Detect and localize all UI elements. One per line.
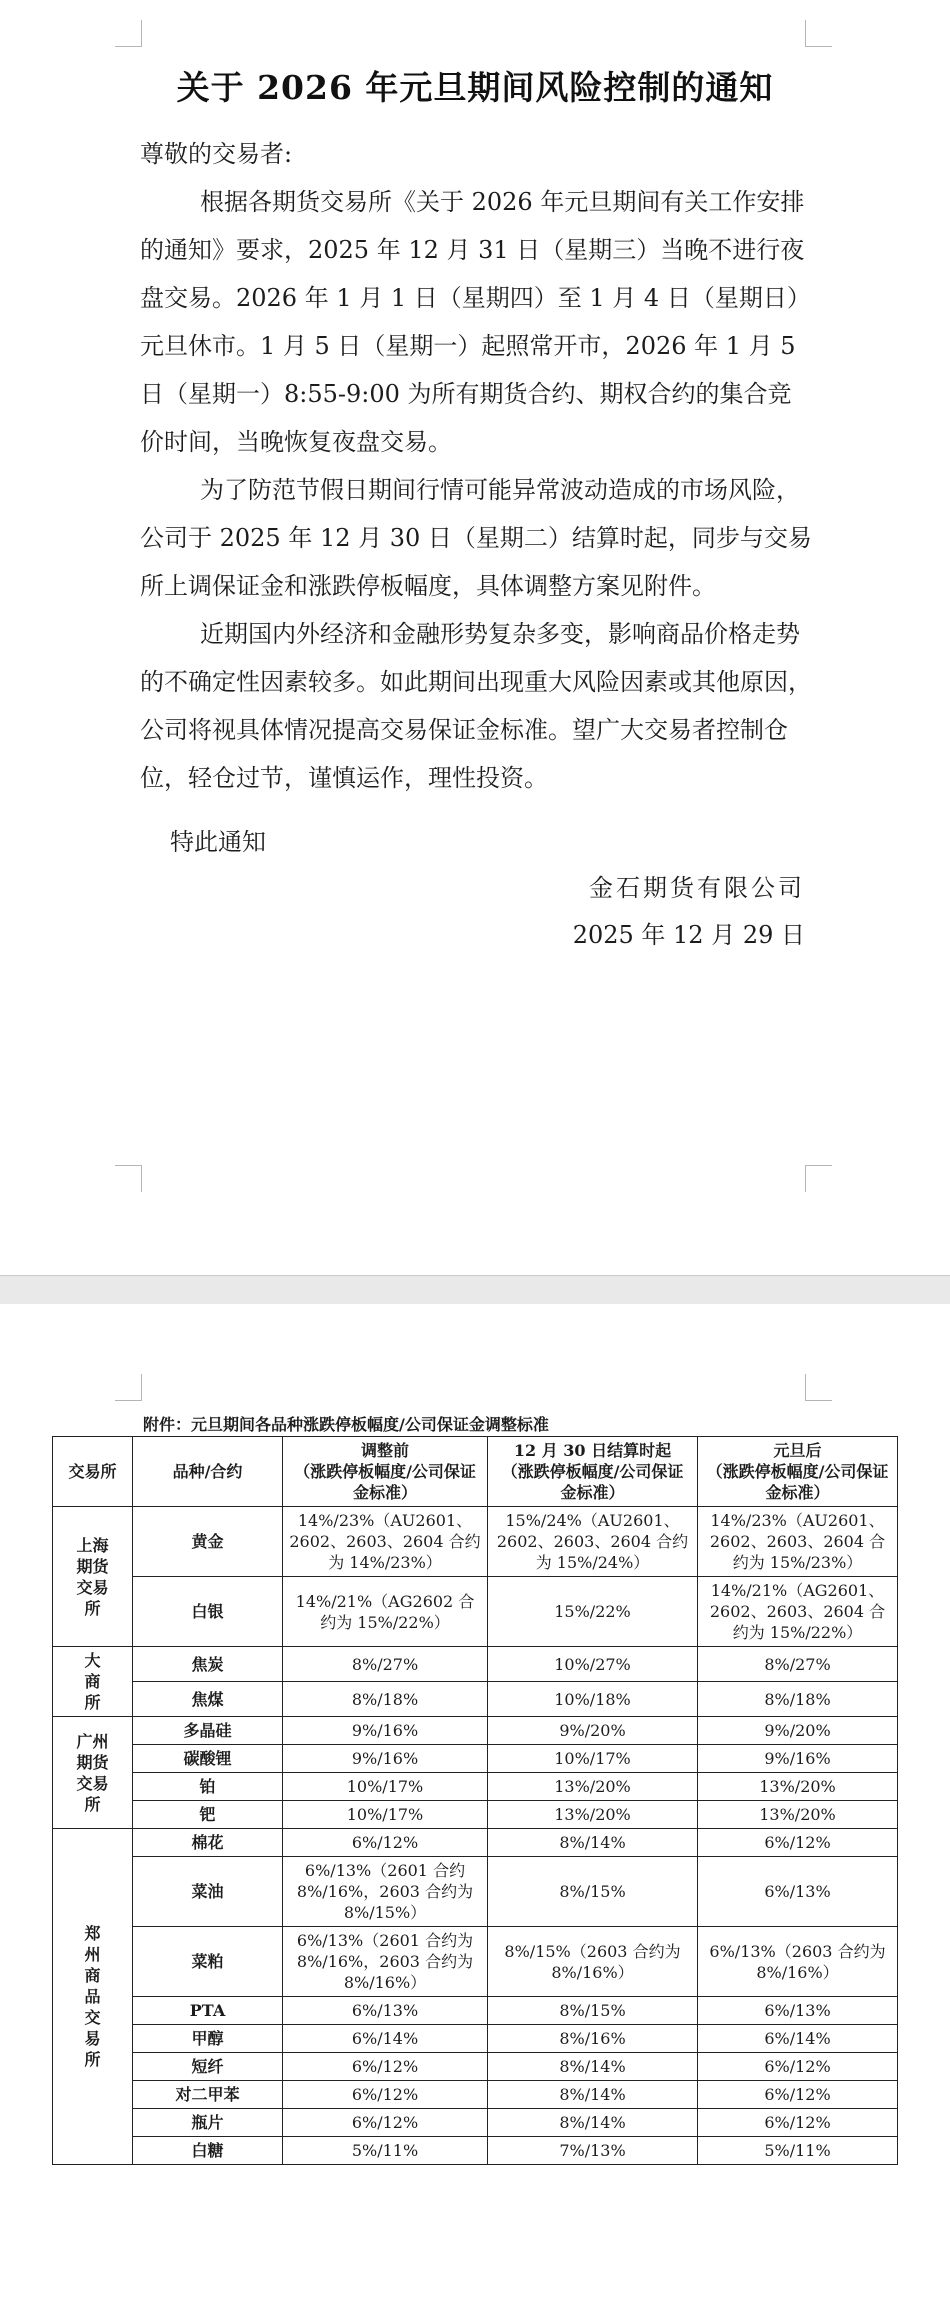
before-cell: 6%/13%（2601 合约为 8%/16%，2603 合约为 8%/16%） bbox=[283, 1927, 488, 1997]
dec30-cell: 8%/15% bbox=[488, 1857, 698, 1927]
table-row bbox=[53, 1717, 898, 1745]
before-cell: 9%/16% bbox=[283, 1745, 488, 1773]
variety-cell: 铂 bbox=[133, 1773, 283, 1801]
variety-cell: 对二甲苯 bbox=[133, 2081, 283, 2109]
page-break-gap bbox=[0, 1275, 950, 1305]
header-exchange: 交易所 bbox=[53, 1437, 133, 1507]
before-cell: 6%/12% bbox=[283, 2053, 488, 2081]
after-cell: 14%/23%（AU2601、2602、2603、2604 合约为 15%/23%） bbox=[698, 1507, 898, 1577]
variety-cell: 甲醇 bbox=[133, 2025, 283, 2053]
table-row bbox=[53, 1507, 898, 1577]
after-cell: 13%/20% bbox=[698, 1773, 898, 1801]
table-row bbox=[53, 2109, 898, 2137]
variety-cell: 钯 bbox=[133, 1801, 283, 1829]
after-cell: 6%/12% bbox=[698, 2081, 898, 2109]
before-cell: 6%/13% bbox=[283, 1997, 488, 2025]
table-row bbox=[53, 1745, 898, 1773]
variety-cell: 菜油 bbox=[133, 1857, 283, 1927]
notice-body bbox=[140, 130, 812, 802]
margin-marker-bottom-right bbox=[805, 1165, 832, 1192]
before-cell: 5%/11% bbox=[283, 2137, 488, 2165]
table-row bbox=[53, 2081, 898, 2109]
table-row bbox=[53, 2137, 898, 2165]
attachment-title: 附件：元旦期间各品种涨跌停板幅度/公司保证金调整标准 bbox=[143, 1415, 549, 1434]
margin-marker-top-left bbox=[115, 1374, 142, 1401]
header-before: 调整前 （涨跌停板幅度/公司保证金标准） bbox=[283, 1437, 488, 1507]
before-cell: 6%/13%（2601 合约 8%/16%，2603 合约为 8%/15%） bbox=[283, 1857, 488, 1927]
table-row bbox=[53, 1829, 898, 1857]
after-cell: 5%/11% bbox=[698, 2137, 898, 2165]
after-cell: 6%/13% bbox=[698, 1857, 898, 1927]
dec30-cell: 8%/15%（2603 合约为 8%/16%） bbox=[488, 1927, 698, 1997]
dec30-cell: 8%/15% bbox=[488, 1997, 698, 2025]
table-row bbox=[53, 1647, 898, 1682]
table-row bbox=[53, 1857, 898, 1927]
header-variety: 品种/合约 bbox=[133, 1437, 283, 1507]
variety-cell: 多晶硅 bbox=[133, 1717, 283, 1745]
before-cell: 10%/17% bbox=[283, 1773, 488, 1801]
before-cell: 6%/12% bbox=[283, 1829, 488, 1857]
exchange-cell: 广州 期货 交易 所 bbox=[53, 1717, 133, 1829]
variety-cell: 菜粕 bbox=[133, 1927, 283, 1997]
paragraph-3: 近期国内外经济和金融形势复杂多变，影响商品价格走势的不确定性因素较多。如此期间出现重大风险因素或其他原因，公司将视具体情况提高交易保证金标准。望广大交易者控制仓位，轻仓过节，谨慎运作，理性投资。 bbox=[140, 620, 812, 792]
after-cell: 6%/12% bbox=[698, 2109, 898, 2137]
table-row bbox=[53, 1682, 898, 1717]
after-cell: 8%/18% bbox=[698, 1682, 898, 1717]
before-cell: 6%/12% bbox=[283, 2109, 488, 2137]
header-dec30: 12 月 30 日结算时起 （涨跌停板幅度/公司保证金标准） bbox=[488, 1437, 698, 1507]
variety-cell: 焦炭 bbox=[133, 1647, 283, 1682]
table-row bbox=[53, 2025, 898, 2053]
adjustment-table bbox=[52, 1436, 898, 2165]
variety-cell: 黄金 bbox=[133, 1507, 283, 1577]
closing-text: 特此通知 bbox=[170, 828, 266, 856]
dec30-cell: 8%/14% bbox=[488, 2053, 698, 2081]
header-after: 元旦后 （涨跌停板幅度/公司保证金标准） bbox=[698, 1437, 898, 1507]
dec30-cell: 15%/22% bbox=[488, 1577, 698, 1647]
paragraph-1: 根据各期货交易所《关于 2026 年元旦期间有关工作安排的通知》要求，2025 年 12 月 31 日（星期三）当晚不进行夜盘交易。2026 年 1 月 1 日（星期四）至 1 月 4 日（星期日）元旦休市。1 月 5 日（星期一）起照常开市，2026 年 1 月 5 日（星期一）8:55-9:00 为所有期货合约、期权合约的集合竞价时间，当晚恢复夜盘交易。 bbox=[140, 188, 811, 456]
dec30-cell: 13%/20% bbox=[488, 1773, 698, 1801]
variety-cell: 短纤 bbox=[133, 2053, 283, 2081]
variety-cell: PTA bbox=[133, 1997, 283, 2025]
dec30-cell: 13%/20% bbox=[488, 1801, 698, 1829]
before-cell: 6%/12% bbox=[283, 2081, 488, 2109]
margin-marker-top-right bbox=[805, 20, 832, 47]
variety-cell: 白银 bbox=[133, 1577, 283, 1647]
after-cell: 6%/14% bbox=[698, 2025, 898, 2053]
margin-marker-bottom-left bbox=[115, 1165, 142, 1192]
table-row bbox=[53, 1773, 898, 1801]
before-cell: 9%/16% bbox=[283, 1717, 488, 1745]
company-signature: 金石期货有限公司 bbox=[589, 874, 805, 902]
exchange-cell: 郑 州 商 品 交 易 所 bbox=[53, 1829, 133, 2165]
before-cell: 14%/23%（AU2601、2602、2603、2604 合约为 14%/23%） bbox=[283, 1507, 488, 1577]
table-header-row bbox=[53, 1437, 898, 1507]
table-row bbox=[53, 1927, 898, 1997]
margin-marker-top-left bbox=[115, 20, 142, 47]
after-cell: 14%/21%（AG2601、2602、2603、2604 合约为 15%/22%） bbox=[698, 1577, 898, 1647]
notice-date: 2025 年 12 月 29 日 bbox=[572, 921, 805, 949]
after-cell: 9%/20% bbox=[698, 1717, 898, 1745]
margin-marker-top-right bbox=[805, 1374, 832, 1401]
table-row bbox=[53, 2053, 898, 2081]
variety-cell: 碳酸锂 bbox=[133, 1745, 283, 1773]
table-row bbox=[53, 1577, 898, 1647]
after-cell: 6%/12% bbox=[698, 2053, 898, 2081]
notice-title: 关于 2026 年元旦期间风险控制的通知 bbox=[176, 68, 774, 107]
exchange-cell: 大 商 所 bbox=[53, 1647, 133, 1717]
after-cell: 6%/12% bbox=[698, 1829, 898, 1857]
after-cell: 6%/13%（2603 合约为 8%/16%） bbox=[698, 1927, 898, 1997]
dec30-cell: 15%/24%（AU2601、2602、2603、2604 合约为 15%/24%） bbox=[488, 1507, 698, 1577]
after-cell: 8%/27% bbox=[698, 1647, 898, 1682]
dec30-cell: 8%/14% bbox=[488, 2081, 698, 2109]
dec30-cell: 10%/18% bbox=[488, 1682, 698, 1717]
dec30-cell: 10%/17% bbox=[488, 1745, 698, 1773]
dec30-cell: 8%/14% bbox=[488, 1829, 698, 1857]
before-cell: 6%/14% bbox=[283, 2025, 488, 2053]
after-cell: 13%/20% bbox=[698, 1801, 898, 1829]
dec30-cell: 8%/14% bbox=[488, 2109, 698, 2137]
dec30-cell: 7%/13% bbox=[488, 2137, 698, 2165]
before-cell: 14%/21%（AG2602 合约为 15%/22%） bbox=[283, 1577, 488, 1647]
dec30-cell: 9%/20% bbox=[488, 1717, 698, 1745]
before-cell: 8%/27% bbox=[283, 1647, 488, 1682]
dec30-cell: 8%/16% bbox=[488, 2025, 698, 2053]
after-cell: 6%/13% bbox=[698, 1997, 898, 2025]
dec30-cell: 10%/27% bbox=[488, 1647, 698, 1682]
greeting: 尊敬的交易者: bbox=[140, 140, 293, 168]
paragraph-2: 为了防范节假日期间行情可能异常波动造成的市场风险，公司于 2025 年 12 月 30 日（星期二）结算时起，同步与交易所上调保证金和涨跌停板幅度，具体调整方案见附件。 bbox=[140, 476, 812, 600]
before-cell: 8%/18% bbox=[283, 1682, 488, 1717]
variety-cell: 棉花 bbox=[133, 1829, 283, 1857]
document-page-2 bbox=[0, 1304, 950, 2311]
exchange-cell: 上海 期货 交易 所 bbox=[53, 1507, 133, 1647]
table-row bbox=[53, 1801, 898, 1829]
table-row bbox=[53, 1997, 898, 2025]
variety-cell: 白糖 bbox=[133, 2137, 283, 2165]
after-cell: 9%/16% bbox=[698, 1745, 898, 1773]
variety-cell: 焦煤 bbox=[133, 1682, 283, 1717]
before-cell: 10%/17% bbox=[283, 1801, 488, 1829]
variety-cell: 瓶片 bbox=[133, 2109, 283, 2137]
